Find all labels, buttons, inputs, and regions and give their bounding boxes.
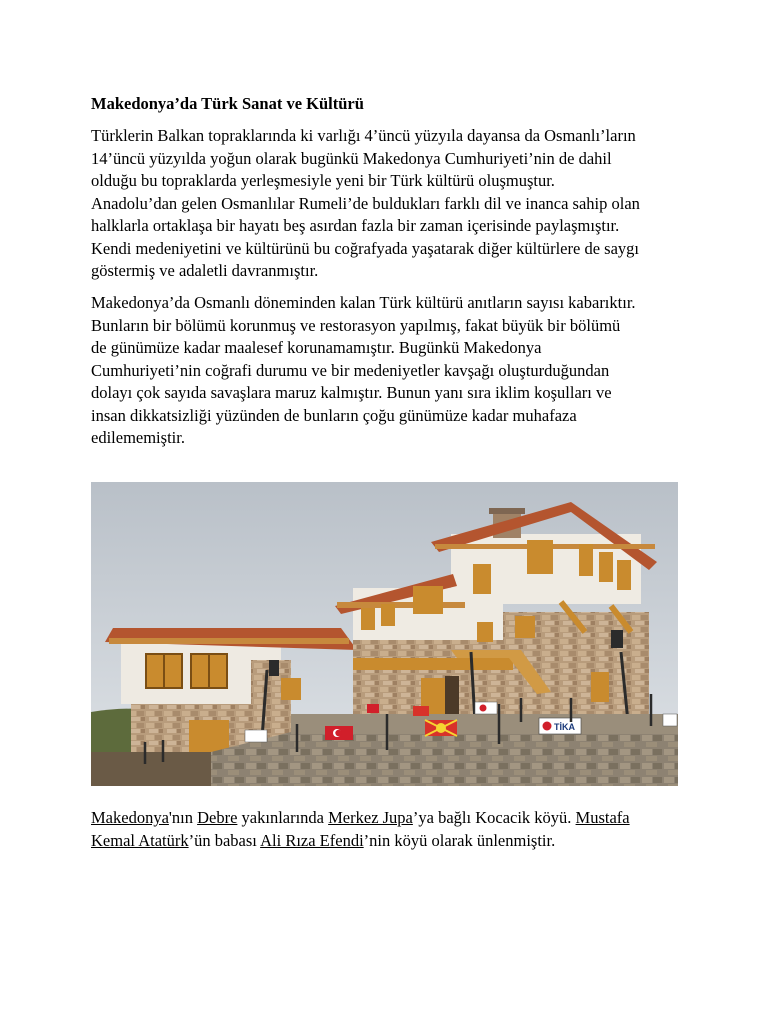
paragraph-2 <box>91 292 691 450</box>
paragraph-line: edilememiştir. <box>91 428 185 447</box>
link-kemal-ataturk[interactable]: Kemal Atatürk <box>91 830 189 850</box>
paragraph-line: Makedonya’da Osmanlı döneminden kalan Türk kültürü anıtların sayısı kabarıktır. <box>91 293 636 312</box>
tika-sign-label: TİKA <box>554 722 575 732</box>
paragraph-line: Kendi medeniyetini ve kültürünü bu coğrafyada yaşatarak diğer kültürlere de saygı <box>91 238 639 258</box>
paragraph-line: Bunların bir bölümü korunmuş ve restorasyon yapılmış, fakat büyük bir bölümü <box>91 315 621 335</box>
link-debre[interactable]: Debre <box>197 808 238 827</box>
caption-text: ’ya bağlı Kocacik köyü. <box>412 808 576 827</box>
paragraph-line: Türklerin Balkan topraklarında ki varlığı 4’üncü yüzyıla dayansa da Osmanlı’ların <box>91 126 636 145</box>
paragraph-line: halklarla ortaklaşa bir hayatı beş asırdan fazla bir zaman içerisinde paylaşmıştır. <box>91 216 620 235</box>
paragraph-line: 14’üncü yüzyılda yoğun olarak bugünkü Makedonya Cumhuriyeti’nin de dahil <box>91 148 612 168</box>
caption-text: ’nin köyü olarak ünlenmiştir. <box>363 830 556 850</box>
document-title: Makedonya’da Türk Sanat ve Kültürü <box>91 94 364 113</box>
paragraph-line: dolayı çok sayıda savaşlara maruz kalmıştır. Bunun yanı sıra iklim koşulları ve <box>91 383 612 402</box>
paragraph-line: de günümüze kadar maalesef korunamamıştır. Bugünkü Makedonya <box>91 338 542 357</box>
caption-text: ’ün babası <box>188 830 261 850</box>
tika-sign <box>539 718 581 734</box>
link-makedonya[interactable]: Makedonya <box>91 808 169 827</box>
paragraph-1 <box>91 125 691 283</box>
photo-caption <box>91 807 691 852</box>
village-house-photo <box>91 482 678 786</box>
paragraph-line: Cumhuriyeti’nin coğrafi durumu ve bir medeniyetler kavşağı oluşturduğundan <box>91 360 610 380</box>
caption-text: yakınlarında <box>237 808 329 827</box>
paragraph-line: insan dikkatsizliği yüzünden de bunların çoğu günümüze kadar muhafaza <box>91 405 577 425</box>
paragraph-line: göstermiş ve adaletli davranmıştır. <box>91 261 319 280</box>
caption-text: 'nın <box>168 808 198 827</box>
link-mustafa[interactable]: Mustafa <box>575 808 630 827</box>
paragraph-line: Anadolu’dan gelen Osmanlılar Rumeli’de buldukları farklı dil ve inanca sahip olan <box>91 193 640 213</box>
link-ali-riza-efendi[interactable]: Ali Rıza Efendi <box>260 830 364 850</box>
paragraph-line: olduğu bu topraklarda yerleşmesiyle yeni bir Türk kültürü oluşmuştur. <box>91 171 555 190</box>
link-merkez-jupa[interactable]: Merkez Jupa <box>328 808 413 827</box>
